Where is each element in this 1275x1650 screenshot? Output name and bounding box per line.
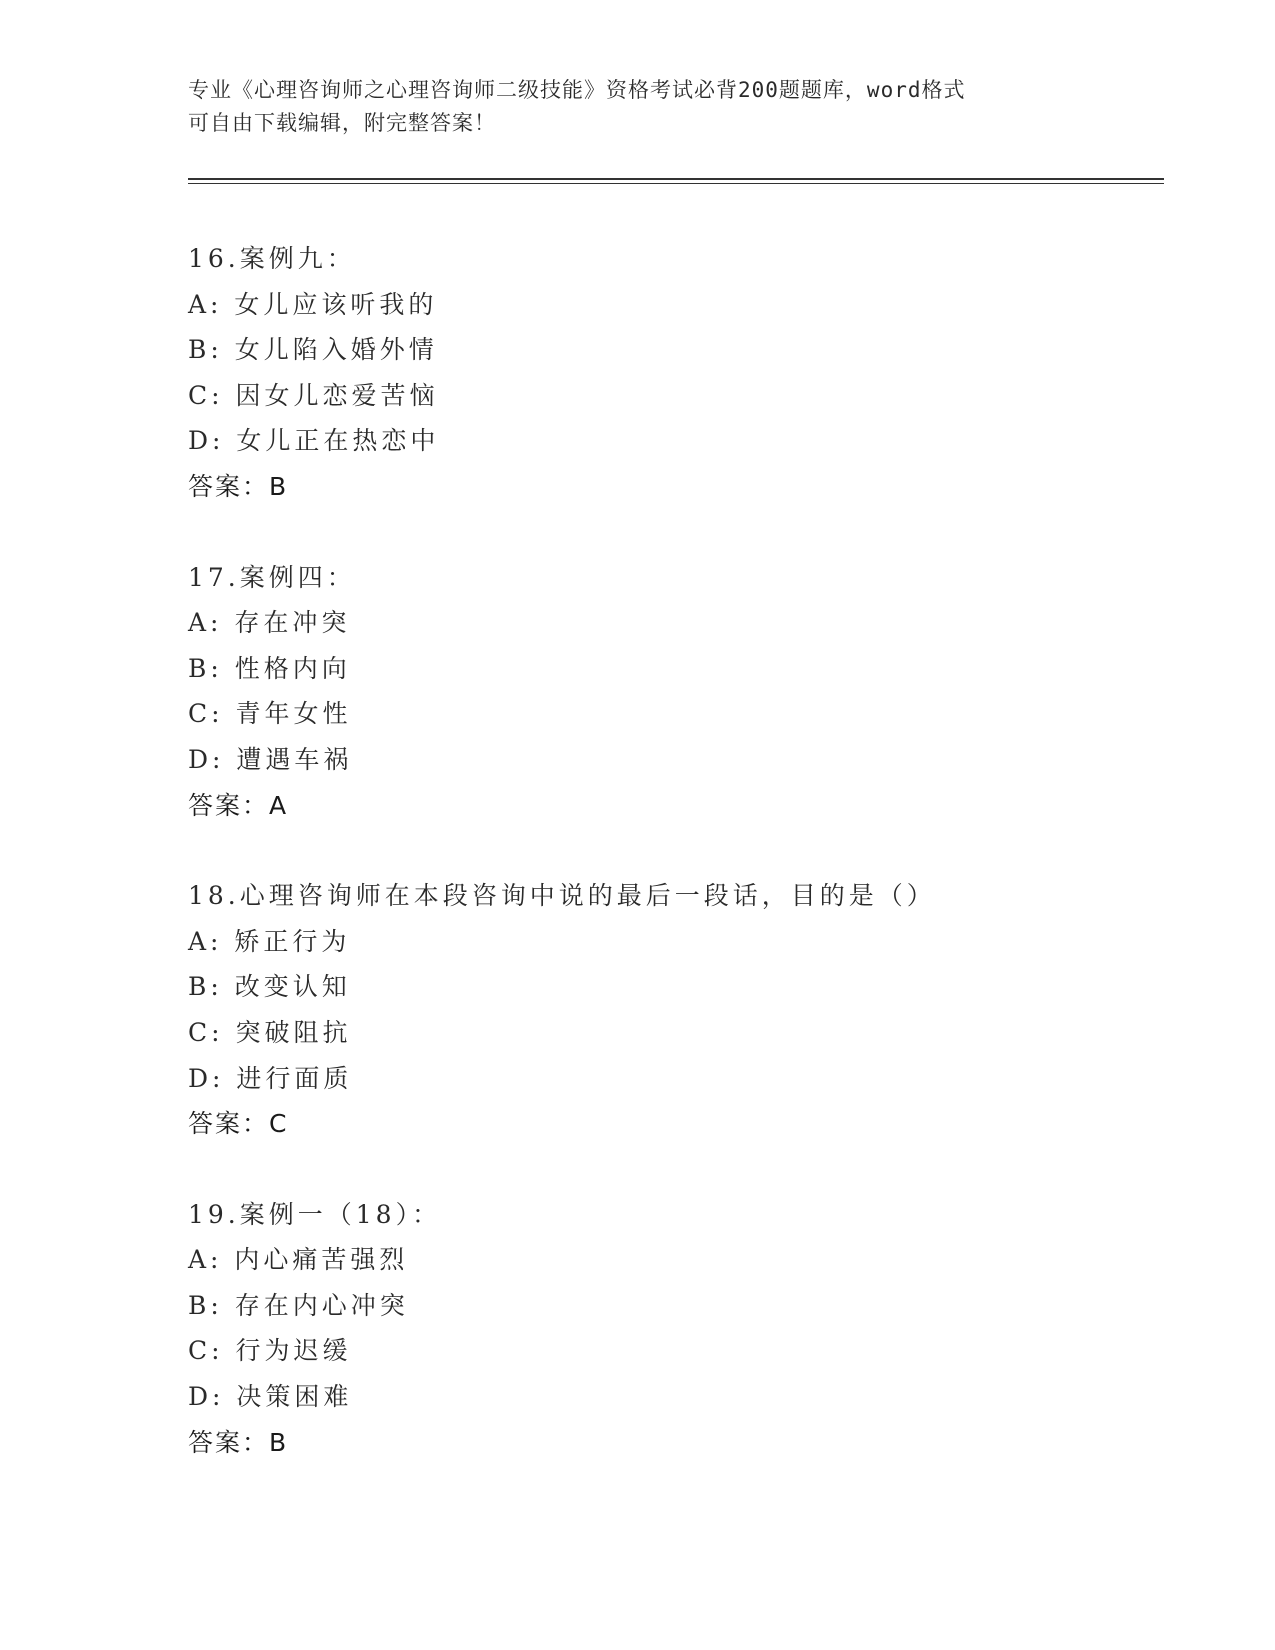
header-divider-thin xyxy=(188,183,1164,184)
option-b: B: 性格内向 xyxy=(188,653,351,683)
question-19 xyxy=(188,1192,1148,1466)
header-divider-thick xyxy=(188,178,1164,180)
option-c: C: 行为迟缓 xyxy=(188,1336,352,1366)
header-line-2: 可自由下载编辑，附完整答案！ xyxy=(188,111,496,135)
option-a: A: 内心痛苦强烈 xyxy=(188,1245,409,1275)
option-b: B: 改变认知 xyxy=(188,972,351,1002)
document-header xyxy=(188,74,1068,140)
answer-label: 答案：C xyxy=(188,1109,289,1139)
option-c: C: 突破阻抗 xyxy=(188,1017,352,1047)
answer-label: 答案：A xyxy=(188,790,289,820)
question-stem: 19.案例一（18）： xyxy=(188,1199,442,1229)
option-c: C: 因女儿恋爱苦恼 xyxy=(188,380,439,410)
question-stem: 16.案例九： xyxy=(188,244,356,273)
option-d: D: 女儿正在热恋中 xyxy=(188,426,440,456)
option-c: C: 青年女性 xyxy=(188,699,352,729)
answer-label: 答案：B xyxy=(188,471,289,501)
option-a: A: 女儿应该听我的 xyxy=(188,289,438,319)
question-stem: 18.心理咨询师在本段咨询中说的最后一段话，目的是（） xyxy=(188,881,936,911)
option-d: D: 遭遇车祸 xyxy=(188,744,353,774)
question-list xyxy=(188,236,1148,1510)
option-d: D: 进行面质 xyxy=(188,1063,353,1093)
question-18 xyxy=(188,873,1148,1147)
option-b: B: 女儿陷入婚外情 xyxy=(188,335,438,365)
option-d: D: 决策困难 xyxy=(188,1382,353,1412)
option-b: B: 存在内心冲突 xyxy=(188,1290,409,1320)
option-a: A: 矫正行为 xyxy=(188,926,351,956)
question-stem: 17.案例四： xyxy=(188,562,356,592)
header-line-1: 专业《心理咨询师之心理咨询师二级技能》资格考试必背200题题库，word格式 xyxy=(188,78,966,102)
question-16 xyxy=(188,236,1148,510)
question-17 xyxy=(188,555,1148,829)
option-a: A: 存在冲突 xyxy=(188,608,351,638)
answer-label: 答案：B xyxy=(188,1427,289,1457)
